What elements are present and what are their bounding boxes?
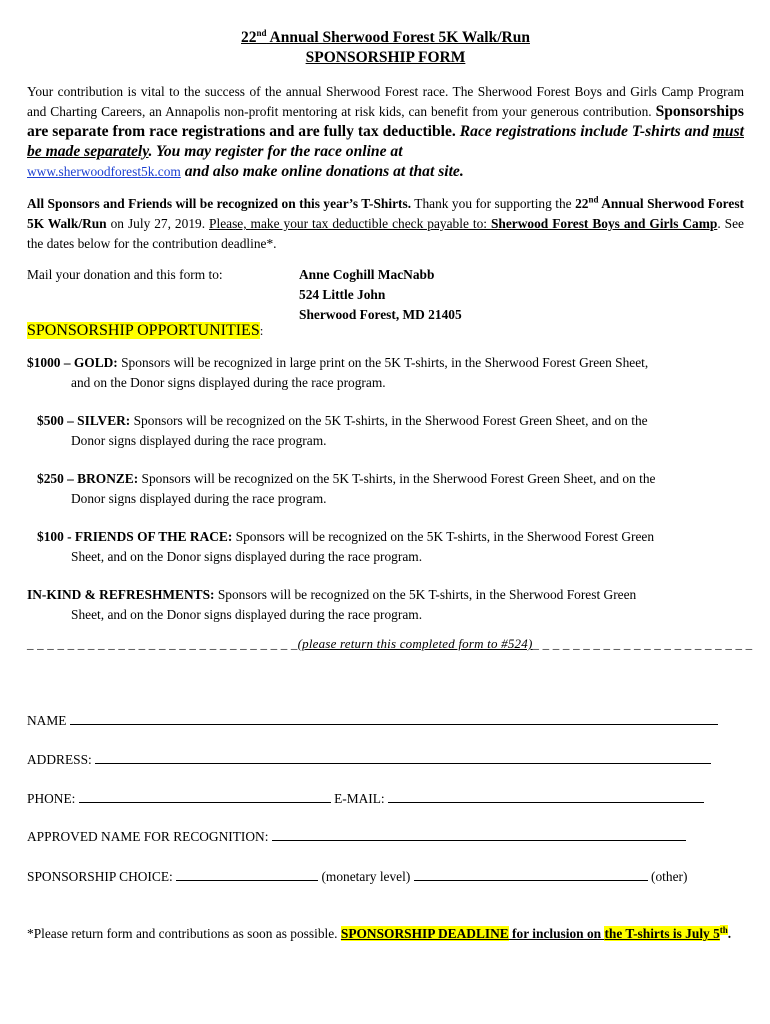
mailing-address-block [27,265,744,325]
email-field[interactable] [388,790,704,803]
deadline-note: *Please return form and contributions as soon as possible. SPONSORSHIP DEADLINE for inclusion on the T-shirts is July 5th. [27,924,732,941]
form-title: 22nd Annual Sherwood Forest 5K Walk/Run [241,27,530,46]
document-page [27,27,753,652]
address-field-row: ADDRESS: [27,751,711,768]
name-field-row: NAME [27,712,718,729]
mail-label: Mail your donation and this form to: [27,267,223,282]
cut-line: _ _ _ _ _ _ _ _ _ _ _ _ _ _ _ _ _ _ _ _ _ _ _ _ _ _ _(please return this completed form to #524)_ _ _ _ _ _ _ _ _ _ _ _ _ _ _ _ _ _ _ _ _ _ [27,636,753,651]
phone-field[interactable] [79,790,331,803]
mail-address: Anne Coghill MacNabb 524 Little John Sherwood Forest, MD 21405 [299,267,462,322]
tier-friends: $100 - FRIENDS OF THE RACE: Sponsors will be recognized on the 5K T-shirts, in the Sherwood Forest Green Sheet, and on the Donor signs displayed during the race program. [37,529,655,564]
form-subtitle: SPONSORSHIP FORM [305,49,466,66]
approved-name-row: APPROVED NAME FOR RECOGNITION: [27,828,686,845]
intro-paragraph: Your contribution is vital to the success of the annual Sherwood Forest race. The Sherwood Forest Boys and Girls Camp Program and Charting Careers, an Annapolis non-profit mentoring at risk kids, can benefit from your generous contribution. Sponsorships are separate from race registrations and are fully tax deductible. Race registrations include T-shirts and must be made separately. You may register for the race online at www.sherwoodforest5k.com and also make online donations at that site. [27,84,744,180]
website-link[interactable]: www.sherwoodforest5k.com [27,164,181,179]
phone-email-row: PHONE: E-MAIL: [27,790,704,807]
address-field[interactable] [95,751,711,764]
sponsorship-choice-row: SPONSORSHIP CHOICE: (monetary level) (other) [27,869,688,884]
recognition-paragraph: All Sponsors and Friends will be recognized on this year’s T-Shirts. Thank you for supporting the 22nd Annual Sherwood Forest 5K Walk/Run on July 27, 2019. Please, make your tax deductible check payable to: Sherwood Forest Boys and Girls Camp. See the dates below for the contribution deadline*. [27,194,744,251]
tier-bronze: $250 – BRONZE: Sponsors will be recognized on the 5K T-shirts, in the Sherwood Forest Green Sheet, and on the Donor signs displayed during the race program. [37,471,656,506]
name-field[interactable] [70,712,718,725]
tier-gold: $1000 – GOLD: Sponsors will be recognized in large print on the 5K T-shirts, in the Sherwood Forest Green Sheet, and on the Donor signs displayed during the race program. [27,355,649,390]
monetary-level-field[interactable] [176,868,318,881]
approved-name-field[interactable] [272,828,686,841]
sponsorship-opportunities-heading: SPONSORSHIP OPPORTUNITIES: [27,322,264,339]
other-field[interactable] [414,868,648,881]
tier-silver: $500 – SILVER: Sponsors will be recognized on the 5K T-shirts, in the Sherwood Forest Green Sheet, and on the Donor signs displayed during the race program. [37,413,648,448]
tier-in-kind: IN-KIND & REFRESHMENTS: Sponsors will be recognized on the 5K T-shirts, in the Sherwood Forest Green Sheet, and on the Donor signs displayed during the race program. [27,587,637,622]
